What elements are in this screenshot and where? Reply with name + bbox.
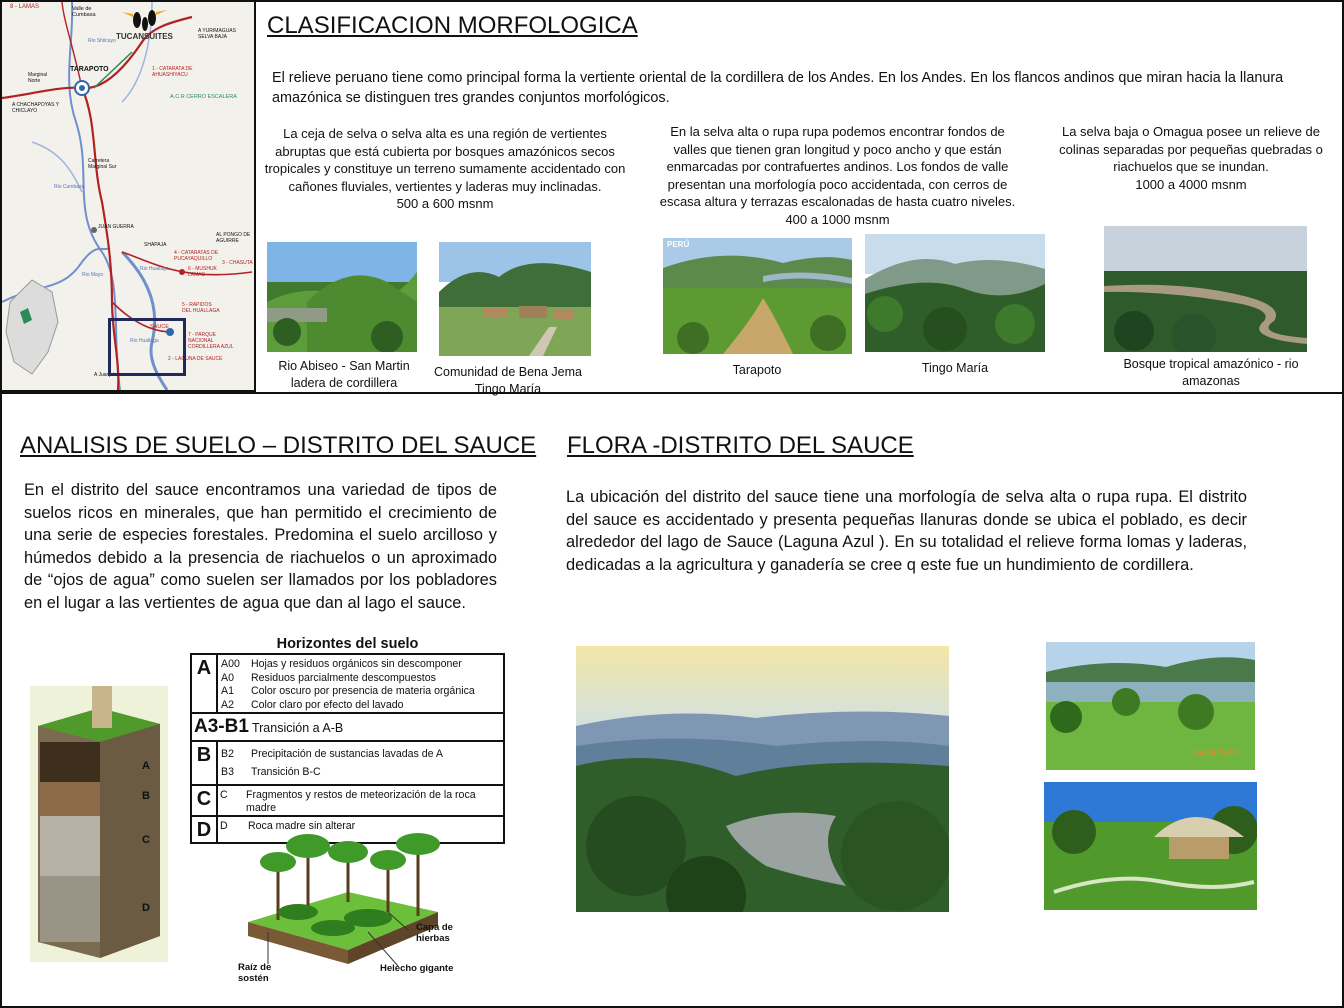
horizon-ab-desc: Transición a A-B (251, 721, 344, 736)
map-label: AL PONGO DE AGUIRRE (216, 232, 251, 244)
horizon-code: A1 (221, 685, 234, 698)
map-label: Rio Shilcayo (88, 38, 116, 44)
photo-amazonas (1104, 226, 1307, 352)
map-label: 5 - RAPIDOS DEL HUALLAGA (182, 302, 220, 314)
map-label: A Juanjui (94, 372, 115, 378)
photo-laguna-sauce-panorama (576, 646, 949, 912)
map-label: A.C.R CERRO ESCALERA (170, 94, 237, 100)
soil-block-illustration (30, 686, 168, 962)
horizon-code: B3 (221, 766, 234, 779)
horizon-desc: Fragmentos y restos de meteorización de la roca madre (246, 789, 476, 815)
horizontes-title: Horizontes del suelo (276, 636, 419, 652)
photo-cabanas (1044, 782, 1257, 910)
horizon-desc: Precipitación de sustancias lavadas de A (251, 748, 443, 761)
photo-laguna-azul (1046, 642, 1255, 770)
horizon-code: C (220, 789, 228, 802)
morfologia-col2 (655, 123, 1020, 228)
horizon-letter: D (191, 816, 217, 843)
map-label: Valle de Cumbasa (72, 6, 96, 18)
caption-tingo-maria: Tingo María (921, 361, 989, 375)
map-label: Rio Cumbaza (54, 184, 85, 190)
section-divider (0, 392, 1344, 394)
map-label: 6 - MUSHUK LAMAS (188, 266, 217, 278)
horizon-desc: Color claro por efecto del lavado (251, 698, 404, 711)
photo-tarapoto (663, 238, 852, 354)
caption-tarapoto: Tarapoto (732, 363, 782, 377)
map-label: Rio Huallaga (140, 266, 169, 272)
map-label: 7 - PARQUE NACIONAL CORDILLERA AZUL (188, 332, 234, 350)
horizon-letter: C (191, 785, 217, 816)
map-label: Marginal Norte (28, 72, 48, 84)
horizon-code: A2 (221, 698, 234, 711)
block-label-b: B (142, 790, 150, 802)
horizon-ab-code: A3-B1 (194, 716, 249, 738)
caption-abiseo: Rio Abiseo - San Martin ladera de cordillera (278, 359, 410, 390)
block-label-d: D (142, 902, 150, 914)
map-label: SHAPAJA (144, 242, 167, 248)
morfologia-intro: El relieve peruano tiene como principal forma la vertiente oriental de la cordillera de los Andes. En los Andes. En los flancos andinos que miran hacia la llanura amazónica se distinguen tres grandes conjuntos morfológicos. (272, 70, 1284, 106)
horizon-row-c (191, 785, 504, 816)
horizontes-table (190, 635, 505, 844)
col1-text: La ceja de selva o selva alta es una región de vertientes abruptas que está cubierta por bosques amazónicos secos tropicales y constituye un terreno sumamente accidentado con cañones fluviales, vertientes y laderas muy inclinadas. (264, 126, 626, 194)
map-label: 4 - CATARATAS DE PUCAYAQUILLO (174, 250, 219, 262)
flora-text: La ubicación del distrito del sauce tiene una morfología de selva alta o rupa rupa. El distrito del sauce es accidentado y presenta pequeñas llanuras donde se ubica el poblado, es decir alrededor del lago de Sauce (Laguna Azul ). En su totalidad el relieve forma lomas y laderas, dedicadas a la agricultura y ganadería se cree q este fue un hundimiento de cordillera. (566, 488, 1247, 574)
label-raiz-sosten: Raíz de sostén (238, 962, 272, 984)
horizon-letter: A (191, 654, 217, 713)
horizon-desc: Color oscuro por presencia de materia orgánica (251, 685, 475, 698)
caption-bena-jema: Comunidad de Bena Jema Tingo María (433, 365, 582, 396)
map-label: A CHACHAPOYAS Y CHICLAYO (12, 102, 59, 114)
horizon-desc: Hojas y residuos orgánicos sin descomponer (251, 658, 462, 670)
horizon-code: A00 (221, 658, 240, 670)
photo-stamp: PERÚ (667, 240, 690, 249)
photo-bena-jema (439, 242, 591, 356)
horizon-row-b (191, 741, 504, 785)
map-highlight-box (108, 318, 186, 376)
label-helecho-gigante: Helecho gigante (380, 963, 454, 974)
morfologia-col1 (264, 125, 626, 213)
map-label: 3 - CHASUTA (222, 260, 253, 266)
photo-tingo-maria (865, 234, 1045, 352)
caption-amazonas: Bosque tropical amazónico - rio amazonas (1123, 357, 1299, 388)
map-label: 1 - CATARATA DE AHUASHIYACU (152, 66, 193, 78)
map-label: 2 - LAGUNA DE SAUCE (168, 356, 223, 362)
map-label: A YURIMAGUAS SELVA BAJA (198, 28, 236, 40)
map-label-logo: TUCANSUITES (116, 32, 173, 41)
col3-text: La selva baja o Omagua posee un relieve de colinas separadas por pequeñas quebradas o riachuelos que se inundan. (1059, 124, 1323, 174)
suelo-title: ANALISIS DE SUELO – DISTRITO DEL SAUCE (20, 432, 537, 459)
map-label: Carretera Marginal Sur (88, 158, 117, 170)
morfologia-title: CLASIFICACION MORFOLOGICA (267, 12, 638, 39)
horizon-desc: Roca madre sin alterar (248, 820, 356, 833)
map-label: JUAN GUERRA (98, 224, 134, 230)
block-label-c: C (142, 834, 150, 846)
horizon-letter: B (191, 741, 217, 785)
region-map (2, 2, 256, 392)
horizon-desc: Transición B-C (251, 766, 321, 779)
map-label: Rio Mayo (82, 272, 104, 278)
photo-rio-abiseo (267, 242, 417, 352)
morfologia-col3 (1052, 123, 1330, 193)
map-label: TARAPOTO (70, 66, 109, 73)
horizon-row-a (191, 654, 504, 713)
col3-altitude: 1000 a 4000 msnm (1135, 176, 1247, 192)
map-label: 8 - LAMAS (10, 4, 40, 10)
horizon-code: B2 (221, 748, 234, 761)
map-label: SAUCE (150, 324, 169, 330)
horizon-code: A0 (221, 671, 234, 684)
col1-altitude: 500 a 600 msnm (396, 196, 494, 211)
forest-layer-illustration (238, 832, 468, 988)
flora-title: FLORA -DISTRITO DEL SAUCE (567, 432, 914, 459)
block-label-a: A (142, 760, 150, 772)
horizon-desc: Residuos parcialmente descompuestos (251, 671, 436, 684)
horizon-code: D (220, 820, 228, 833)
horizontes-grid (190, 653, 505, 844)
map-label: Rio Huallaga (130, 338, 159, 344)
col2-text: En la selva alta o rupa rupa podemos encontrar fondos de valles que tienen gran longitud y poco ancho y que están enmarcadas por contrafuertes andinos. Los fondos de valle presentan una morfología poco accidentada, con cerros de escasa altura y terrazas escalonadas de hasta cuatro niveles. (659, 124, 1016, 209)
suelo-text: En el distrito del sauce encontramos una variedad de tipos de suelos ricos en minerales, que han permitido el crecimiento de una serie de especies forestales. Predomina el suelo arcilloso y húmedos debido a la presencia de riachuelos o un aproximado de “ojos de agua” como suelen ser llamados por los pobladores en el lugar a las vertientes de agua que dan al lago el sauce. (24, 481, 497, 612)
label-capa-hierbas: Capa de hierbas (416, 922, 453, 944)
photo-date-stamp: 04/04/2007 (1193, 748, 1239, 758)
horizon-row-ab (191, 713, 504, 741)
col2-altitude: 400 a 1000 msnm (785, 211, 890, 227)
